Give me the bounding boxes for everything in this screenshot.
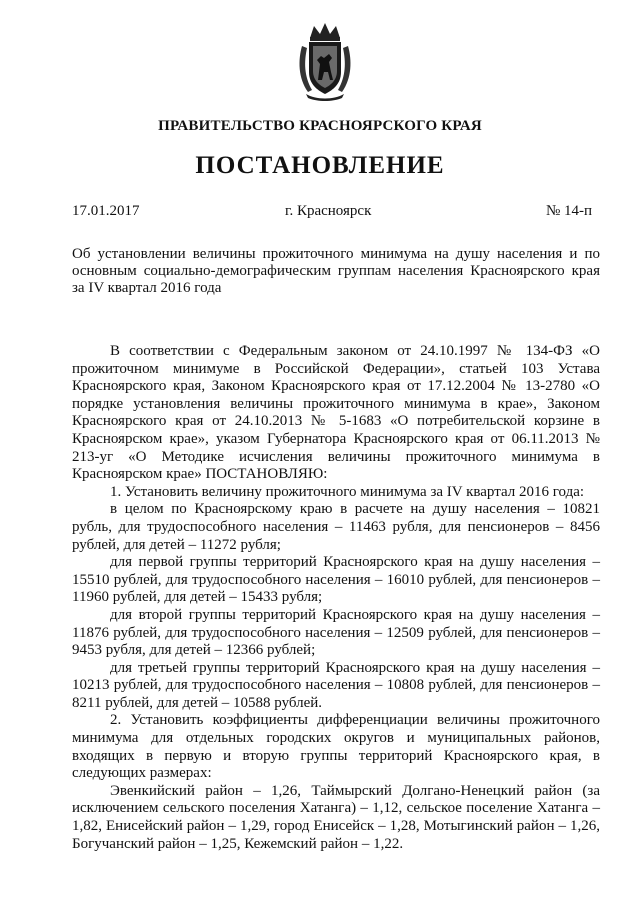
document-date: 17.01.2017 — [72, 203, 140, 219]
clause-1-group-1: для первой группы территорий Красноярского края на душу населения – 15510 рублей, для трудоспособного населения – 16010 рублей, для пенсионеров – 11960 рублей, для детей – 15433 рубля; — [72, 554, 600, 606]
clause-1-group-3: для третьей группы территорий Красноярского края на душу населения – 10213 рублей, для трудоспособного населения – 10808 рублей, для пенсионеров – 8211 рублей, для детей – 10588 рублей. — [72, 659, 600, 711]
krasnoyarsk-coat-of-arms-icon — [296, 20, 354, 102]
document-subject: Об установлении величины прожиточного минимума на душу населения и по основным социально-демографическим группам населения Красноярского края за IV квартал 2016 года — [72, 246, 600, 296]
clause-2-coefficients: Эвенкийский район – 1,26, Таймырский Долгано-Ненецкий район (за исключением сельского поселения Хатанга) – 1,12, сельское поселение Хатанга – 1,82, Енисейский район – 1,29, город Енисейск – 1,28, Мотыгинский район – 1,26, Богучанский район – 1,25, Кежемский район – 1,22. — [72, 782, 600, 852]
document-type-title: ПОСТАНОВЛЕНИЕ — [195, 152, 445, 179]
document-body — [72, 343, 600, 853]
preamble-paragraph: В соответствии с Федеральным законом от 24.10.1997 № 134-ФЗ «О прожиточном минимуме в Российской Федерации», статьей 103 Устава Красноярского края, Законом Красноярского края от 17.12.2004 № 13-2780 «О порядке установления величины прожиточного минимума в крае», Законом Красноярского края от 24.10.2013 № 5-1683 «О потребительской корзине в Красноярском крае», указом Губернатора Красноярского края от 06.11.2013 № 213-уг «О Методике исчисления величины прожиточного минимума в Красноярском крае» ПОСТАНОВЛЯЮ: — [72, 343, 600, 483]
clause-1-region-total: в целом по Красноярскому краю в расчете на душу населения – 10821 рубль, для трудоспособного населения – 11463 рубля, для пенсионеров – 8456 рублей, для детей – 11272 рубля; — [72, 501, 600, 553]
clause-2-heading: 2. Установить коэффициенты дифференциации величины прожиточного минимума для отдельных городских округов и муниципальных районов, входящих в первую и вторую группы территорий Красноярского края, в следующих размерах: — [72, 712, 600, 782]
clause-1-group-2: для второй группы территорий Красноярского края на душу населения – 11876 рублей, для трудоспособного населения – 12509 рублей, для пенсионеров – 9453 рубля, для детей – 12366 рублей; — [72, 606, 600, 659]
document-city: г. Красноярск — [285, 203, 372, 219]
document-number: № 14-п — [546, 203, 593, 219]
organization-name: ПРАВИТЕЛЬСТВО КРАСНОЯРСКОГО КРАЯ — [158, 118, 482, 134]
clause-1-heading: 1. Установить величину прожиточного минимума за IV квартал 2016 года: — [110, 483, 585, 500]
